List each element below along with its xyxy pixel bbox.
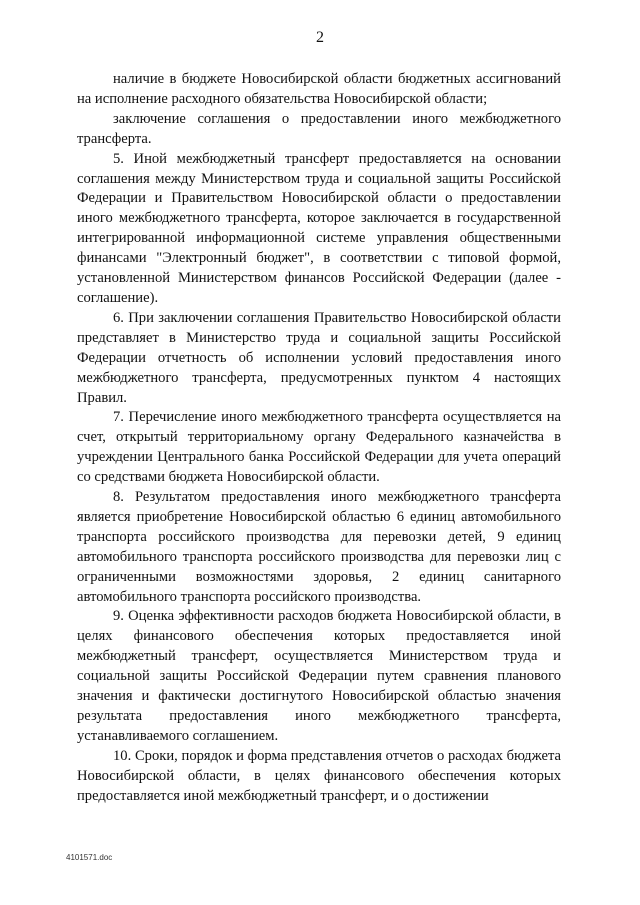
document-body — [77, 70, 561, 807]
page-number: 2 — [316, 29, 324, 46]
paragraph-item-9: 9. Оценка эффективности расходов бюджета Новосибирской области, в целях финансового обеспечения которых предоставляется иной межбюджетный трансферт, осуществляется Министерством труда и социальной защиты Российской Федерации путем сравнения планового значения и фактически достигнутого Новосибирской областью значения результата предоставления иного межбюджетного трансферта, устанавливаемого соглашением. — [77, 608, 561, 744]
paragraph-agreement-conclusion: заключение соглашения о предоставлении иного межбюджетного трансферта. — [77, 110, 561, 147]
paragraph-item-8: 8. Результатом предоставления иного межбюджетного трансферта является приобретение Новосибирской областью 6 единиц автомобильного транспорта российского производства для перевозки детей, 9 единиц автомобильного транспорта российского производства для перевозки лиц с ограниченными возможностями здоровья, 2 единиц санитарного автомобильного транспорта российского производства. — [77, 489, 561, 605]
paragraph-item-5: 5. Иной межбюджетный трансферт предоставляется на основании соглашения между Министерством труда и социальной защиты Российской Федерации и Правительством Новосибирской области о предоставлении иного межбюджетного трансферта, которое заключается в государственной интегрированной информационной системе управления общественными финансами "Электронный бюджет", в соответствии с типовой формой, установленной Министерством финансов Российской Федерации (далее - соглашение). — [77, 150, 561, 306]
paragraph-item-6: 6. При заключении соглашения Правительство Новосибирской области представляет в Министерство труда и социальной защиты Российской Федерации отчетность об исполнении условий предоставления иного межбюджетного трансферта, предусмотренных пунктом 4 настоящих Правил. — [77, 309, 561, 406]
paragraph-item-10: 10. Сроки, порядок и форма представления отчетов о расходах бюджета Новосибирской области, в целях финансового обеспечения которых предоставляется иной межбюджетный трансферт, и о достижении — [77, 747, 561, 804]
document-filename: 4101571.doc — [66, 853, 113, 862]
paragraph-budget-allocations: наличие в бюджете Новосибирской области бюджетных ассигнований на исполнение расходного обязательства Новосибирской области; — [77, 71, 561, 107]
paragraph-item-7: 7. Перечисление иного межбюджетного трансферта осуществляется на счет, открытый территориальному органу Федерального казначейства в учреждении Центрального банка Российской Федерации для учета операций со средствами бюджета Новосибирской области. — [77, 409, 561, 486]
